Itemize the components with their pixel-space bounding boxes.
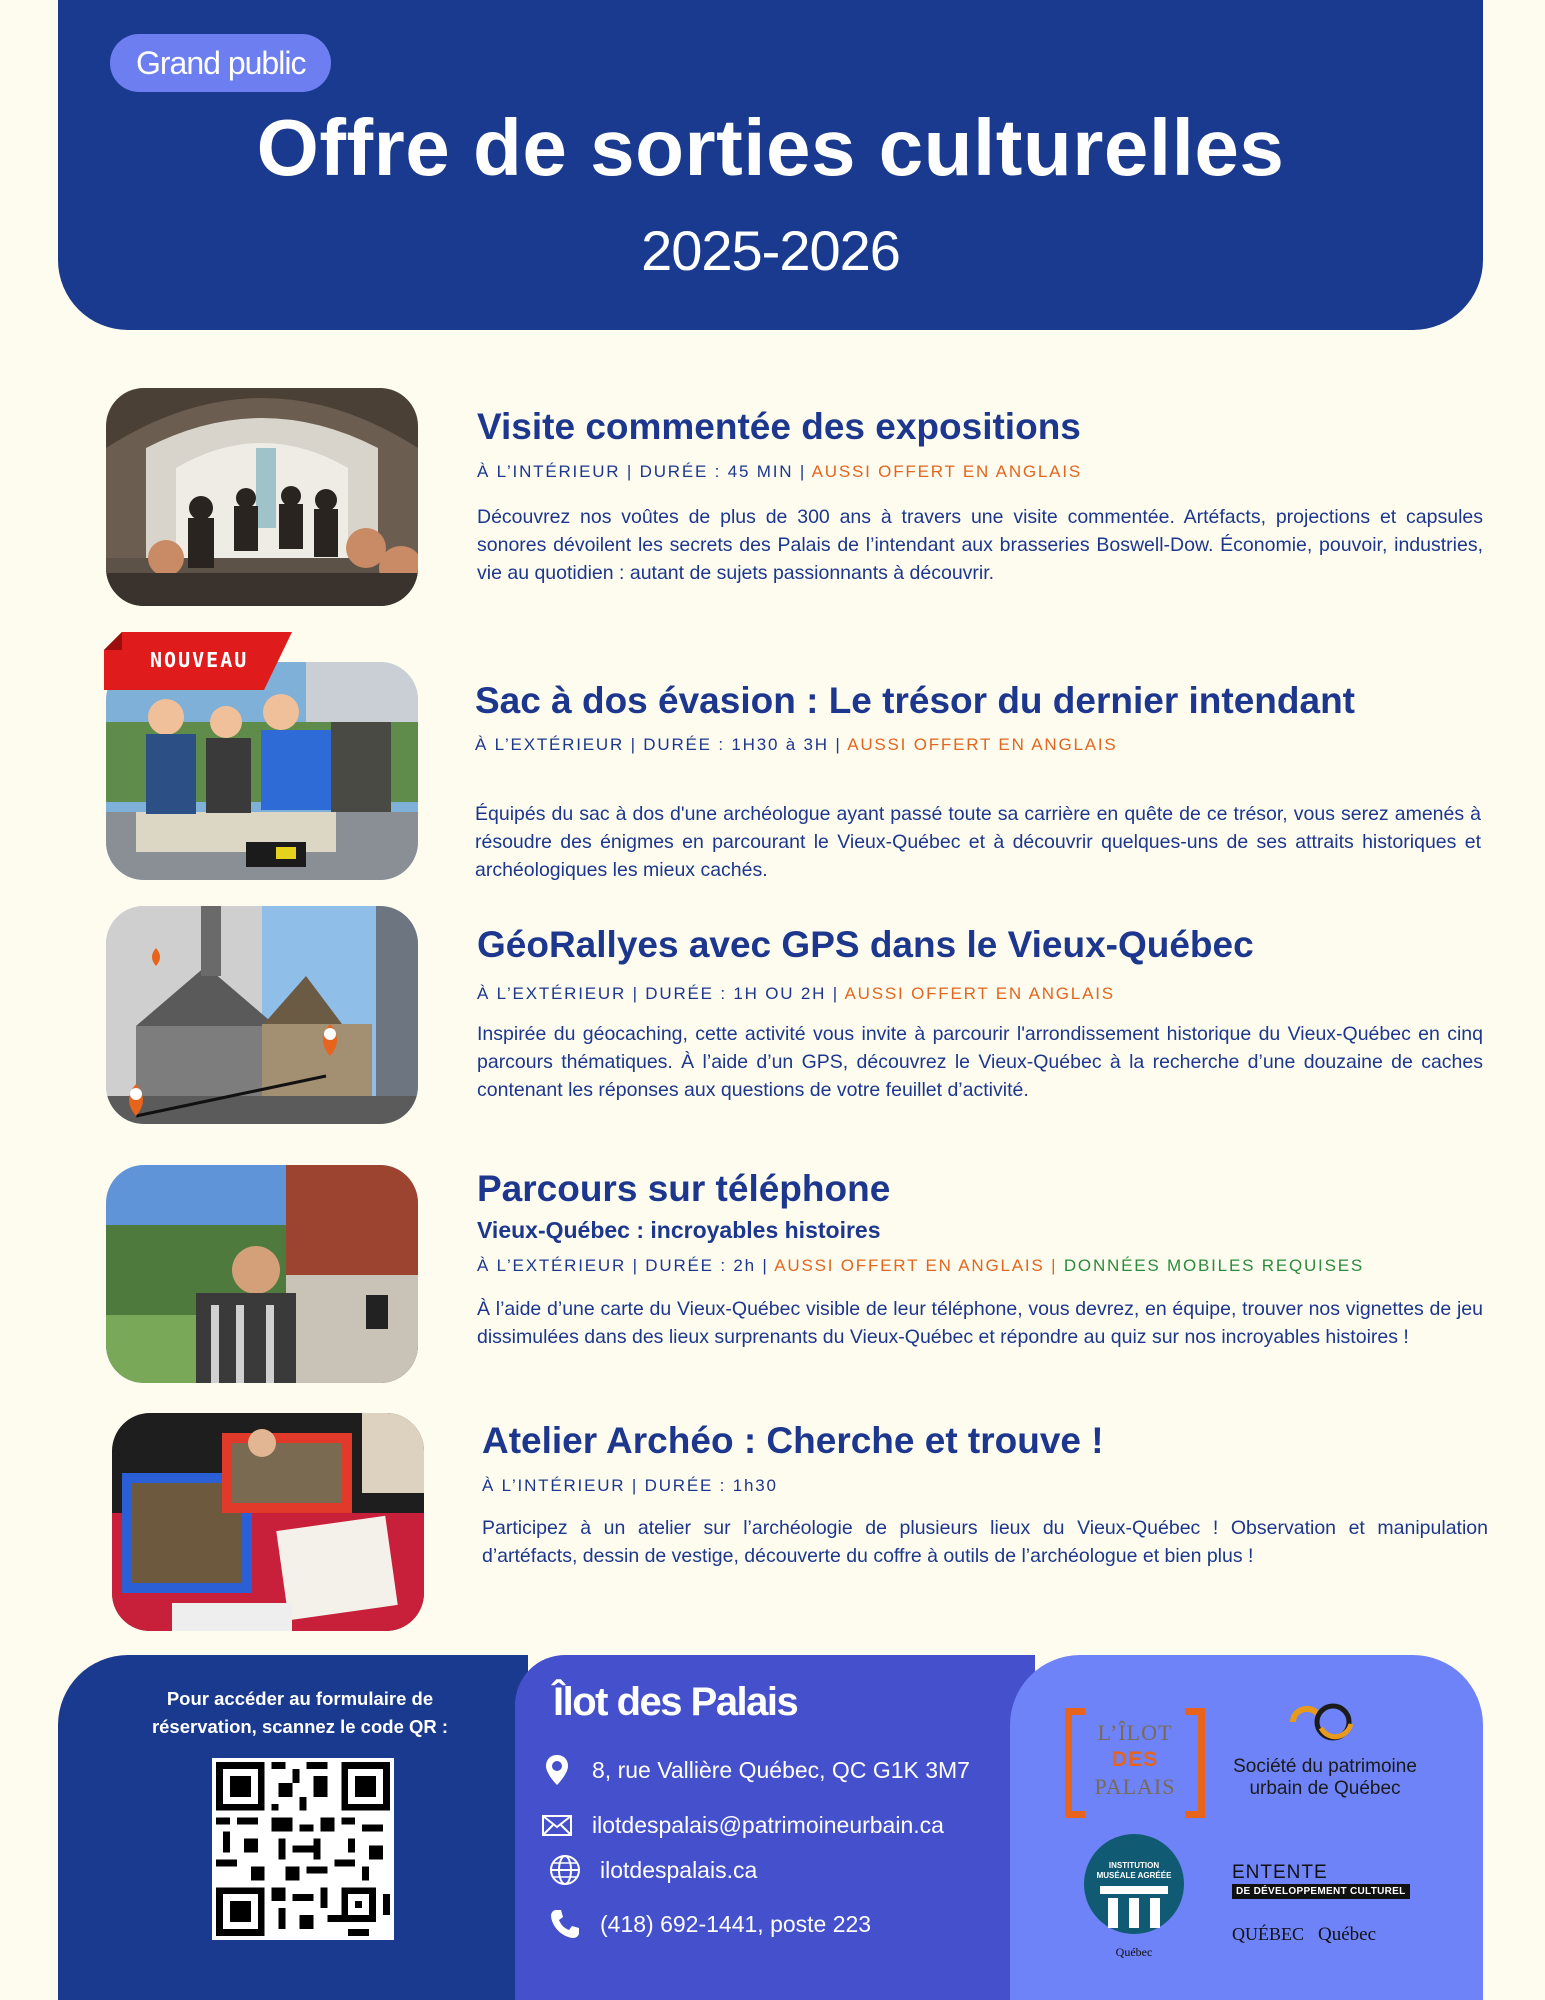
photo-escape-backpack [106, 662, 418, 880]
activity-title: Sac à dos évasion : Le trésor du dernier intendant [475, 680, 1355, 721]
page-title: Offre de sorties culturelles [256, 103, 1285, 192]
new-badge-label: NOUVEAU [150, 648, 249, 672]
activity-description: Inspirée du géocaching, cette activité vous invite à parcourir l'arrondissement historique du Vieux-Québec en cinq parcours thématiques. À l’aide d’un GPS, découvrez le Vieux-Québec à la recherche d’une douzaine de caches contenant les réponses aux questions de votre feuillet d’activité. [477, 1023, 1483, 1101]
meta-location-duration: À L’EXTÉRIEUR | DURÉE : 1H OU 2H | [477, 984, 845, 1003]
photo-archeo-workshop [112, 1413, 424, 1631]
new-badge [104, 632, 292, 690]
spuq-line2: urbain de Québec [1249, 1778, 1401, 1799]
museal-mid-text: MUSÉALE AGRÉÉE [1096, 1871, 1172, 1880]
year-range: 2025-2026 [641, 219, 900, 282]
museal-bottom-text: Québec [1115, 1945, 1153, 1959]
activity-description: Équipés du sac à dos d'une archéologue ayant passé toute sa carrière en quête de ce trésor, vous serez amenés à résoudre des énigmes en parcourant le Vieux-Québec et à découvrir quelques-uns de ses attraits historiques et archéologiques les mieux cachés. [475, 803, 1481, 881]
activity-subtitle: Vieux-Québec : incroyables histoires [477, 1217, 881, 1243]
entente-city: QUÉBEC [1232, 1924, 1304, 1944]
institution-museale-logo [1082, 1832, 1187, 1962]
museal-top-text: INSTITUTION [1108, 1861, 1160, 1870]
meta-english: AUSSI OFFERT EN ANGLAIS [847, 735, 1118, 754]
activity-meta [477, 1256, 1364, 1276]
photo-georallye-church [106, 906, 418, 1124]
meta-location-duration: À L’INTÉRIEUR | DURÉE : 1h30 [482, 1476, 778, 1495]
meta-location-duration: À L’EXTÉRIEUR | DURÉE : 2h | [477, 1256, 775, 1275]
audience-badge: Grand public [110, 34, 331, 92]
activity-title: GéoRallyes avec GPS dans le Vieux-Québec [477, 924, 1254, 965]
meta-location-duration: À L’EXTÉRIEUR | DURÉE : 1H30 à 3H | [475, 735, 848, 754]
qr-code[interactable] [212, 1758, 394, 1940]
meta-english: AUSSI OFFERT EN ANGLAIS [844, 984, 1115, 1003]
activity-meta [482, 1476, 778, 1496]
location-pin-icon [540, 1753, 574, 1787]
spuq-line1: Société du patrimoine [1233, 1756, 1417, 1777]
activity-meta [477, 984, 1115, 1004]
entente-logo [1232, 1862, 1422, 1962]
address-text: 8, rue Vallière Québec, QC G1K 3M7 [592, 1757, 970, 1783]
mail-icon [540, 1808, 574, 1842]
activity-description: Découvrez nos voûtes de plus de 300 ans à travers une visite commentée. Artéfacts, projections et capsules sonores dévoilent les secrets des Palais de l’intendant aux brasseries Boswell-Dow. Économie, pouvoir, industries, vie au quotidien : autant de sujets passionnants à découvrir. [477, 506, 1483, 584]
meta-location-duration: À L’INTÉRIEUR | DURÉE : 45 MIN | [477, 462, 812, 481]
phone-icon [548, 1907, 582, 1941]
entente-line1: ENTENTE [1232, 1862, 1328, 1883]
website-text[interactable]: ilotdespalais.ca [600, 1857, 758, 1883]
meta-mobile-data: DONNÉES MOBILES REQUISES [1063, 1256, 1364, 1275]
spuq-mark-icon [1285, 1698, 1365, 1746]
photo-phone-tour [106, 1165, 418, 1383]
meta-separator: | [1044, 1256, 1064, 1275]
meta-english: AUSSI OFFERT EN ANGLAIS [774, 1256, 1045, 1275]
ilot-des-palais-logo: L’ÎLOT DES PALAIS [1065, 1708, 1205, 1818]
phone-text[interactable]: (418) 692-1441, poste 223 [600, 1911, 872, 1937]
org-name: Îlot des Palais [553, 1680, 798, 1724]
activity-meta [477, 462, 1082, 482]
entente-province: Québec [1318, 1924, 1377, 1945]
globe-icon [548, 1853, 582, 1887]
spuq-logo [1215, 1698, 1435, 1808]
activity-title: Visite commentée des expositions [477, 406, 1081, 447]
activity-description: À l’aide d’une carte du Vieux-Québec visible de leur téléphone, vous devrez, en équipe, trouver nos vignettes de jeu dissimulées dans des lieux surprenants du Vieux-Québec et répondre au quiz sur nos incroyables histoires ! [477, 1298, 1483, 1348]
activity-title: Parcours sur téléphone [477, 1168, 891, 1209]
email-text[interactable]: ilotdespalais@patrimoineurbain.ca [592, 1812, 944, 1838]
meta-english: AUSSI OFFERT EN ANGLAIS [811, 462, 1082, 481]
activity-title: Atelier Archéo : Cherche et trouve ! [482, 1420, 1104, 1461]
header-banner [58, 0, 1483, 330]
qr-caption: Pour accéder au formulaire de réservation, scannez le code QR : [151, 1688, 449, 1737]
activity-description: Participez à un atelier sur l’archéologie de plusieurs lieux du Vieux-Québec ! Observation et manipulation d’artéfacts, dessin de vestige, découverte du coffre à outils de l’archéologue et bien plus ! [482, 1517, 1488, 1567]
entente-line2: DE DÉVELOPPEMENT CULTUREL [1232, 1884, 1410, 1899]
photo-guided-tour [106, 388, 418, 606]
activity-meta [475, 735, 1118, 755]
